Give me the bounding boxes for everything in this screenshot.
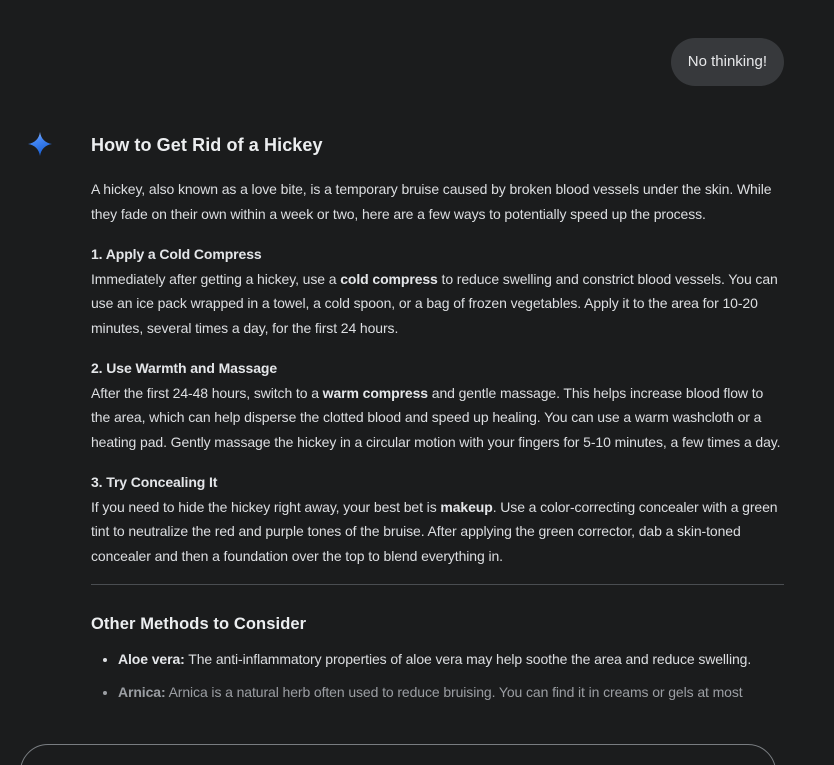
section-text-bold: cold compress (340, 270, 438, 287)
section-text: Immediately after getting a hickey, use a (91, 270, 341, 287)
section-text: and gentle massage. This helps increase blood flow to the area, which can help disperse the clotted blood and speed up healing. You can use a warm washcloth or a heating pad. Gently massage the hickey in a circular motion with your fingers for 5-10 minutes, a few times a day. (91, 384, 781, 450)
response-title: How to Get Rid of a Hickey (91, 135, 323, 155)
list-item-arnica (118, 680, 784, 705)
list-item-text: Arnica is a natural herb often used to reduce bruising. You can find it in creams or gels at most (165, 683, 743, 700)
assistant-response (0, 132, 834, 704)
other-methods-list (91, 647, 784, 704)
section-text: . Use a color-correcting concealer with a green tint to neutralize the red and purple tones of the bruise. After applying the green corrector, dab a skin-toned concealer and then a foundation over the top to blend everything in. (91, 498, 778, 564)
section-title: 3. Try Concealing It (91, 474, 218, 490)
list-item-aloe-vera (118, 647, 784, 672)
gemini-sparkle-icon (28, 132, 52, 156)
chat-input[interactable] (20, 744, 776, 765)
user-message-bubble: No thinking! (671, 38, 784, 86)
section-text: to reduce swelling and constrict blood vessels. You can use an ice pack wrapped in a towel, a cold spoon, or a bag of frozen vegetables. Apply it to the area for 10-20 minutes, several times a day, for the first 24 hours. (91, 270, 778, 336)
section-title: 1. Apply a Cold Compress (91, 246, 262, 262)
section-text: If you need to hide the hickey right away, your best bet is (91, 498, 441, 515)
section-text-bold: warm compress (322, 384, 428, 401)
section-divider (91, 584, 784, 585)
section-text: After the first 24-48 hours, switch to a (91, 384, 323, 401)
section-title: 2. Use Warmth and Massage (91, 360, 278, 376)
other-methods-heading: Other Methods to Consider (91, 615, 307, 633)
list-item-label: Arnica: (118, 683, 166, 700)
section-cold-compress (91, 242, 784, 340)
response-intro: A hickey, also known as a love bite, is a temporary bruise caused by broken blood vessels under the skin. While they fade on their own within a week or two, here are a few ways to potentially speed up the process. (91, 181, 772, 222)
section-text-bold: makeup (440, 498, 493, 515)
list-item-text: The anti-inflammatory properties of aloe vera may help soothe the area and reduce swelling. (184, 651, 752, 667)
user-message-row (0, 0, 834, 86)
section-warmth-massage (91, 356, 784, 454)
list-item-label: Aloe vera: (118, 651, 185, 667)
section-concealing (91, 470, 784, 568)
